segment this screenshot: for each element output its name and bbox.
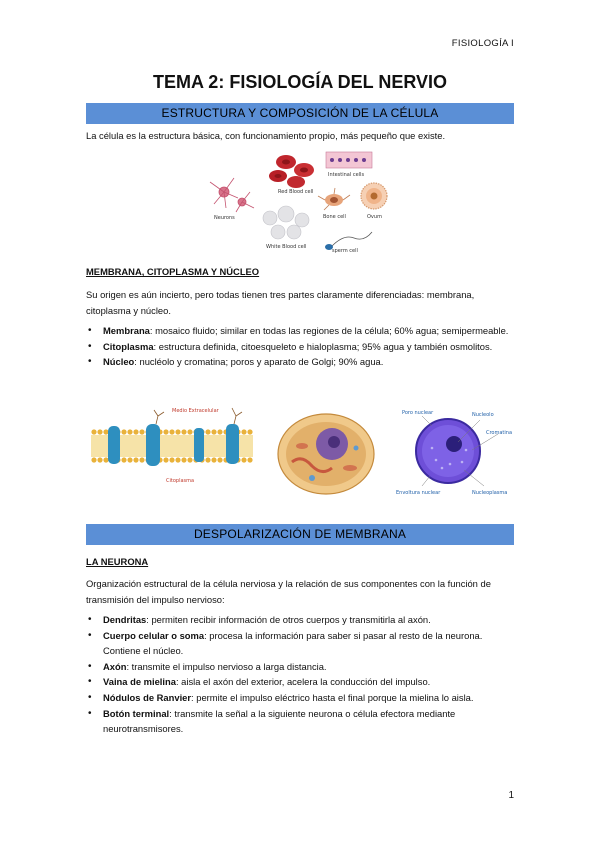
course-header: FISIOLOGÍA I <box>451 38 514 49</box>
list-item: • Citoplasma: estructura definida, citoesqueleto e hialoplasma; 95% agua y también osmolitos. <box>86 339 516 355</box>
subheading-neurona: LA NEURONA <box>86 556 149 567</box>
cell-3d-figure <box>272 404 380 498</box>
section-heading-structure: ESTRUCTURA Y COMPOSICIÓN DE LA CÉLULA <box>86 103 514 124</box>
nucleolus-label: Nucleolo <box>472 412 494 418</box>
red-blood-cell-label: Red Blood cell <box>278 189 314 195</box>
membrane-figure <box>86 402 258 498</box>
list-item: • Vaina de mielina: aisla el axón del exterior, acelera la conducción del impulso. <box>86 674 516 690</box>
subheading-membrana: MEMBRANA, CITOPLASMA Y NÚCLEO <box>86 266 260 277</box>
cell-parts-list <box>86 323 516 370</box>
list-item: • Núcleo: nucléolo y cromatina; poros y aparato de Golgi; 90% agua. <box>86 354 516 370</box>
origin-paragraph: Su origen es aún incierto, pero todas tienen tres partes claramente diferenciadas: membrana, citoplasma y núcleo. <box>86 289 475 316</box>
list-item: • Dendritas: permiten recibir información de otros cuerpos y transmitirla al axón. <box>86 612 516 628</box>
ovum-illustration <box>361 183 387 209</box>
neuron-paragraph: Organización estructural de la célula nerviosa y la relación de sus componentes con la función de transmisión del impulso nervioso: <box>86 578 491 605</box>
intestinal-cells-illustration <box>326 152 372 168</box>
bone-cell-label: Bone cell <box>323 214 346 220</box>
nucleoplasm-label: Nucleoplasma <box>472 490 508 496</box>
nucleus-figure <box>392 404 514 498</box>
list-item: • Botón terminal: transmite la señal a la siguiente neurona o célula efectora mediante neurotransmisores. <box>86 706 516 737</box>
section-heading-depolarization: DESPOLARIZACIÓN DE MEMBRANA <box>86 524 514 545</box>
white-blood-cell-label: White Blood cell <box>266 244 307 250</box>
extracellular-label: Medio Extracelular <box>172 408 219 414</box>
cell-types-figure <box>204 148 396 254</box>
intestinal-cells-label: Intestinal cells <box>328 172 365 178</box>
nuclear-pore-label: Poro nuclear <box>402 410 434 416</box>
list-item: • Membrana: mosaico fluido; similar en todas las regiones de la célula; 60% agua; semipermeable. <box>86 323 516 339</box>
nuclear-envelope-label: Envoltura nuclear <box>396 490 441 496</box>
list-item: • Nódulos de Ranvier: permite el impulso eléctrico hasta el final porque la mielina lo aisla. <box>86 690 516 706</box>
chromatin-label: Cromatina <box>486 430 513 436</box>
list-item: • Cuerpo celular o soma: procesa la información para saber si pasar al resto de la neurona. Contiene el núcleo. <box>86 628 516 659</box>
intro-paragraph: La célula es la estructura básica, con funcionamiento propio, más pequeño que existe. <box>86 130 446 141</box>
neurons-label: Neurons <box>214 215 235 221</box>
neuron-parts-list <box>86 612 516 737</box>
page-title: TEMA 2: FISIOLOGÍA DEL NERVIO <box>152 72 448 92</box>
sperm-cell-label: sperm cell <box>332 248 358 254</box>
ovum-label: Ovum <box>367 214 382 220</box>
list-item: • Axón: transmite el impulso nervioso a larga distancia. <box>86 659 516 675</box>
page-number: 1 <box>508 790 514 801</box>
cytoplasm-label: Citoplasma <box>166 478 195 484</box>
